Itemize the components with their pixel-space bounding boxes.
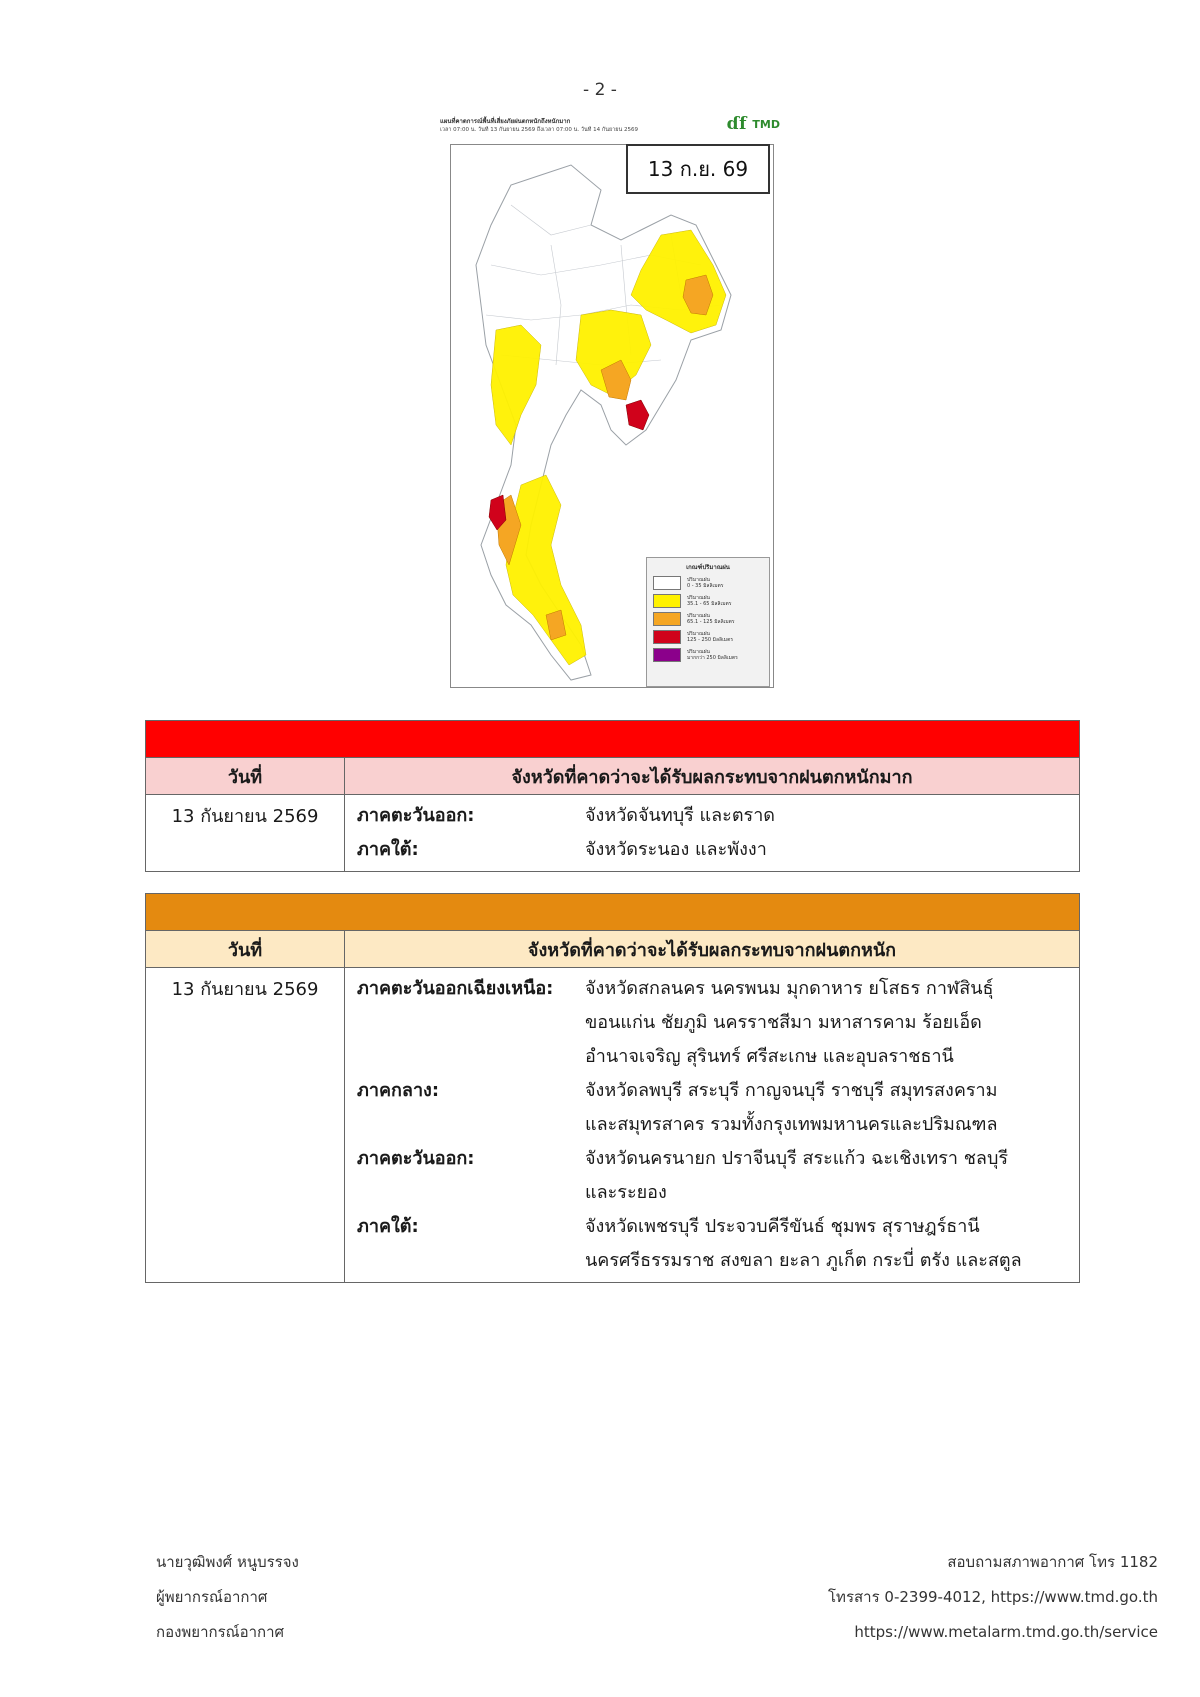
region-provinces xyxy=(585,1142,1008,1210)
page-number: - 2 - xyxy=(583,80,617,100)
region-line xyxy=(357,1142,1079,1210)
service-link[interactable]: https://www.metalarm.tmd.go.th/service xyxy=(854,1623,1158,1641)
province-line: จังหวัดลพบุรี สระบุรี กาญจนบุรี ราชบุรี สมุทรสงคราม xyxy=(585,1080,998,1101)
region-name: ภาคใต้: xyxy=(357,1216,419,1237)
header-provinces: จังหวัดที่คาดว่าจะได้รับผลกระทบจากฝนตกหนักมาก xyxy=(345,758,1080,795)
orange-warning-bar xyxy=(146,894,1080,931)
header-provinces: จังหวัดที่คาดว่าจะได้รับผลกระทบจากฝนตกหนัก xyxy=(345,931,1080,968)
province-line: ขอนแก่น ชัยภูมิ นครราชสีมา มหาสารคาม ร้อยเอ็ด xyxy=(585,1012,982,1033)
forecaster-name: นายวุฒิพงศ์ หนูบรรจง xyxy=(156,1553,299,1571)
region-line xyxy=(357,1210,1079,1278)
legend-range: 125 - 250 มิลลิเมตร xyxy=(687,637,734,643)
footer-signature xyxy=(156,1545,299,1650)
table-header-row xyxy=(146,931,1080,968)
legend-range: 0 - 35 มิลลิเมตร xyxy=(687,583,724,589)
contact-fax-website[interactable]: โทรสาร 0-2399-4012, https://www.tmd.go.th xyxy=(828,1588,1158,1606)
region-name: ภาคตะวันออกเฉียงเหนือ: xyxy=(357,978,554,999)
region-line xyxy=(357,799,1079,833)
legend-item xyxy=(653,576,769,590)
map-frame xyxy=(450,144,774,688)
region-name: ภาคกลาง: xyxy=(357,1080,440,1101)
region-name: ภาคตะวันออก: xyxy=(357,1148,475,1169)
table-row xyxy=(146,968,1080,1283)
map-title: แผนที่คาดการณ์พื้นที่เสี่ยงภัยฝนตกหนักถึงหนักมาก xyxy=(440,118,571,125)
legend-item xyxy=(653,594,769,608)
province-line: จังหวัดสกลนคร นครพนม มุกดาหาร ยโสธร กาฬสินธุ์ xyxy=(585,978,994,999)
province-line: อำนาจเจริญ สุรินทร์ ศรีสะเกษ และอุบลราชธานี xyxy=(585,1046,954,1067)
legend-swatch xyxy=(653,594,681,608)
region-provinces xyxy=(585,1210,1022,1278)
tmd-logo-icon: TMD xyxy=(752,117,780,131)
map-legend xyxy=(646,557,770,687)
province-line: จังหวัดเพชรบุรี ประจวบคีรีขันธ์ ชุมพร สุราษฎร์ธานี xyxy=(585,1216,980,1237)
legend-label: ปริมาณฝน xyxy=(687,613,710,619)
rain-risk-map xyxy=(440,112,790,690)
legend-range: 65.1 - 125 มิลลิเมตร xyxy=(687,619,735,625)
province-line: จังหวัดนครนายก ปราจีนบุรี สระแก้ว ฉะเชิงเทรา ชลบุรี xyxy=(585,1148,1009,1169)
contact-phone: สอบถามสภาพอากาศ โทร 1182 xyxy=(947,1553,1158,1571)
legend-title: เกณฑ์ปริมาณฝน xyxy=(686,564,730,571)
region-line xyxy=(357,972,1079,1074)
forecaster-division: กองพยากรณ์อากาศ xyxy=(156,1623,285,1641)
table-row xyxy=(146,795,1080,872)
province-line: และระยอง xyxy=(585,1182,667,1203)
region-provinces xyxy=(585,833,767,867)
regions-cell xyxy=(345,795,1080,872)
region-line xyxy=(357,1074,1079,1142)
very-heavy-rain-table xyxy=(145,720,1080,872)
regions-cell xyxy=(345,968,1080,1283)
legend-label: ปริมาณฝน xyxy=(687,595,710,601)
date-cell: 13 กันยายน 2569 xyxy=(146,795,345,872)
legend-swatch xyxy=(653,612,681,626)
legend-range: มากกว่า 250 มิลลิเมตร xyxy=(687,655,738,661)
region-name: ภาคตะวันออก: xyxy=(357,805,475,826)
legend-swatch xyxy=(653,648,681,662)
region-name: ภาคใต้: xyxy=(357,839,419,860)
region-provinces xyxy=(585,1074,998,1142)
agency-logos xyxy=(727,114,780,134)
region-provinces xyxy=(585,972,994,1074)
map-subtitle: เวลา 07:00 น. วันที่ 13 กันยายน 2569 ถึงเวลา 07:00 น. วันที่ 14 กันยายน 2569 xyxy=(440,127,639,133)
province-line: จังหวัดระนอง และพังงา xyxy=(585,839,767,860)
province-line: นครศรีธรรมราช สงขลา ยะลา ภูเก็ต กระบี่ ตรัง และสตูล xyxy=(585,1250,1022,1271)
heavy-rain-table xyxy=(145,893,1080,1283)
table-header-row xyxy=(146,758,1080,795)
legend-item xyxy=(653,648,769,662)
province-line: และสมุทรสาคร รวมทั้งกรุงเทพมหานครและปริมณฑล xyxy=(585,1114,998,1135)
legend-swatch xyxy=(653,576,681,590)
map-header xyxy=(440,112,790,142)
df-logo-icon: ɗf xyxy=(726,114,747,134)
date-cell: 13 กันยายน 2569 xyxy=(146,968,345,1283)
region-provinces xyxy=(585,799,775,833)
legend-item xyxy=(653,612,769,626)
legend-label: ปริมาณฝน xyxy=(687,631,710,637)
legend-label: ปริมาณฝน xyxy=(687,577,710,583)
map-date-label: 13 ก.ย. 69 xyxy=(626,144,770,194)
region-line xyxy=(357,833,1079,867)
legend-range: 35.1 - 65 มิลลิเมตร xyxy=(687,601,732,607)
header-date: วันที่ xyxy=(146,758,345,795)
red-warning-bar xyxy=(146,721,1080,758)
forecaster-title: ผู้พยากรณ์อากาศ xyxy=(156,1588,268,1606)
province-line: จังหวัดจันทบุรี และตราด xyxy=(585,805,775,826)
legend-swatch xyxy=(653,630,681,644)
footer-contact xyxy=(828,1545,1158,1650)
legend-item xyxy=(653,630,769,644)
legend-label: ปริมาณฝน xyxy=(687,649,710,655)
header-date: วันที่ xyxy=(146,931,345,968)
